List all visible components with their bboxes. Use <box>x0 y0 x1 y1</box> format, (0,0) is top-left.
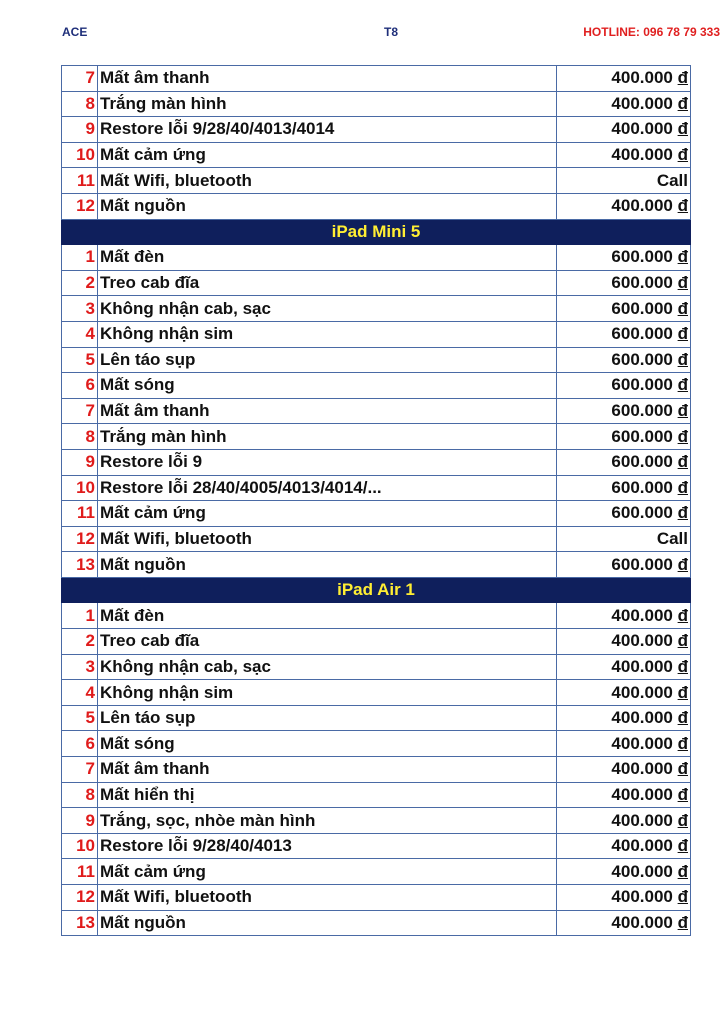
table-row <box>62 603 691 629</box>
price-cell <box>557 603 691 629</box>
price-value: 400.000 <box>611 145 678 165</box>
price-cell <box>557 321 691 347</box>
currency-symbol: đ <box>677 247 688 267</box>
service-description: Mất cảm ứng <box>98 142 557 168</box>
currency-symbol: đ <box>677 682 688 702</box>
currency-symbol: đ <box>677 375 688 395</box>
price-value: 600.000 <box>611 426 678 446</box>
service-description: Mất sóng <box>98 731 557 757</box>
service-description: Mất nguồn <box>98 910 557 936</box>
price-value: Call <box>656 170 688 190</box>
price-value: 600.000 <box>611 477 678 497</box>
row-number: 3 <box>62 296 98 322</box>
service-description: Không nhận sim <box>98 680 557 706</box>
price-value: 400.000 <box>611 605 678 625</box>
price-cell <box>557 347 691 373</box>
table-row <box>62 475 691 501</box>
row-number: 11 <box>62 859 98 885</box>
table-row <box>62 142 691 168</box>
price-value: 600.000 <box>611 273 678 293</box>
price-cell <box>557 117 691 143</box>
row-number: 9 <box>62 449 98 475</box>
price-value: 400.000 <box>611 759 678 779</box>
table-row <box>62 501 691 527</box>
row-number: 1 <box>62 603 98 629</box>
currency-symbol: đ <box>677 887 688 907</box>
page-header <box>0 25 724 41</box>
row-number: 5 <box>62 705 98 731</box>
currency-symbol: đ <box>677 503 688 523</box>
price-cell <box>557 168 691 194</box>
service-description: Lên táo sụp <box>98 705 557 731</box>
row-number: 7 <box>62 398 98 424</box>
service-description: Mất âm thanh <box>98 398 557 424</box>
service-description: Trắng màn hình <box>98 91 557 117</box>
price-value: 600.000 <box>611 503 678 523</box>
section-header <box>62 219 691 245</box>
currency-symbol: đ <box>677 119 688 139</box>
service-description: Mất Wifi, bluetooth <box>98 526 557 552</box>
row-number: 2 <box>62 629 98 655</box>
table-row <box>62 91 691 117</box>
table-row <box>62 885 691 911</box>
currency-symbol: đ <box>677 554 688 574</box>
table-row <box>62 552 691 578</box>
table-row <box>62 398 691 424</box>
row-number: 12 <box>62 526 98 552</box>
service-description: Mất nguồn <box>98 552 557 578</box>
service-description: Trắng màn hình <box>98 424 557 450</box>
price-value: 400.000 <box>611 708 678 728</box>
row-number: 12 <box>62 193 98 219</box>
currency-symbol: đ <box>677 605 688 625</box>
row-number: 10 <box>62 475 98 501</box>
currency-symbol: đ <box>677 349 688 369</box>
row-number: 7 <box>62 66 98 92</box>
currency-symbol: đ <box>677 324 688 344</box>
table-row <box>62 526 691 552</box>
row-number: 8 <box>62 782 98 808</box>
service-description: Mất cảm ứng <box>98 501 557 527</box>
price-cell <box>557 245 691 271</box>
table-row <box>62 731 691 757</box>
price-cell <box>557 142 691 168</box>
service-description: Lên táo sụp <box>98 347 557 373</box>
currency-symbol: đ <box>677 836 688 856</box>
service-description: Mất hiển thị <box>98 782 557 808</box>
price-value: 400.000 <box>611 912 678 932</box>
price-cell <box>557 91 691 117</box>
table-row <box>62 117 691 143</box>
price-cell <box>557 885 691 911</box>
price-value: 600.000 <box>611 247 678 267</box>
row-number: 13 <box>62 552 98 578</box>
price-value: 400.000 <box>611 196 678 216</box>
price-value: 400.000 <box>611 861 678 881</box>
service-description: Mất Wifi, bluetooth <box>98 168 557 194</box>
row-number: 10 <box>62 833 98 859</box>
currency-symbol: đ <box>677 298 688 318</box>
price-cell <box>557 66 691 92</box>
currency-symbol: đ <box>677 861 688 881</box>
section-title: iPad Air 1 <box>62 577 691 603</box>
price-value: 600.000 <box>611 452 678 472</box>
service-description: Mất cảm ứng <box>98 859 557 885</box>
price-cell <box>557 270 691 296</box>
header-center-label: T8 <box>384 25 399 39</box>
currency-symbol: đ <box>677 401 688 421</box>
price-cell <box>557 552 691 578</box>
price-cell <box>557 501 691 527</box>
table-row <box>62 321 691 347</box>
row-number: 4 <box>62 680 98 706</box>
service-description: Mất âm thanh <box>98 757 557 783</box>
service-description: Mất Wifi, bluetooth <box>98 885 557 911</box>
currency-symbol: đ <box>677 733 688 753</box>
price-value: 400.000 <box>611 810 678 830</box>
service-description: Không nhận sim <box>98 321 557 347</box>
price-table <box>61 65 691 936</box>
service-description: Restore lỗi 9 <box>98 449 557 475</box>
table-row <box>62 680 691 706</box>
price-cell <box>557 373 691 399</box>
table-row <box>62 808 691 834</box>
currency-symbol: đ <box>677 759 688 779</box>
price-value: 400.000 <box>611 68 678 88</box>
service-description: Mất sóng <box>98 373 557 399</box>
currency-symbol: đ <box>677 68 688 88</box>
row-number: 10 <box>62 142 98 168</box>
table-row <box>62 833 691 859</box>
price-cell <box>557 526 691 552</box>
service-description: Trắng, sọc, nhòe màn hình <box>98 808 557 834</box>
service-description: Mất đèn <box>98 603 557 629</box>
price-cell <box>557 193 691 219</box>
currency-symbol: đ <box>677 273 688 293</box>
table-row <box>62 449 691 475</box>
currency-symbol: đ <box>677 452 688 472</box>
price-value: 400.000 <box>611 656 678 676</box>
table-row <box>62 910 691 936</box>
service-description: Mất đèn <box>98 245 557 271</box>
currency-symbol: đ <box>677 631 688 651</box>
row-number: 9 <box>62 808 98 834</box>
currency-symbol: đ <box>677 426 688 446</box>
service-description: Restore lỗi 28/40/4005/4013/4014/... <box>98 475 557 501</box>
price-cell <box>557 296 691 322</box>
price-value: 400.000 <box>611 93 678 113</box>
table-row <box>62 757 691 783</box>
price-cell <box>557 398 691 424</box>
price-cell <box>557 449 691 475</box>
price-value: 400.000 <box>611 887 678 907</box>
row-number: 9 <box>62 117 98 143</box>
header-left-label: ACE <box>62 25 88 39</box>
price-value: 600.000 <box>611 375 678 395</box>
row-number: 4 <box>62 321 98 347</box>
price-cell <box>557 757 691 783</box>
price-cell <box>557 705 691 731</box>
price-cell <box>557 654 691 680</box>
table-row <box>62 705 691 731</box>
row-number: 11 <box>62 168 98 194</box>
price-value: 600.000 <box>611 349 678 369</box>
row-number: 1 <box>62 245 98 271</box>
price-value: 600.000 <box>611 324 678 344</box>
price-value: 400.000 <box>611 836 678 856</box>
table-row <box>62 424 691 450</box>
row-number: 6 <box>62 731 98 757</box>
currency-symbol: đ <box>677 145 688 165</box>
price-cell <box>557 859 691 885</box>
table-row <box>62 66 691 92</box>
row-number: 12 <box>62 885 98 911</box>
price-cell <box>557 424 691 450</box>
currency-symbol: đ <box>677 810 688 830</box>
service-description: Mất nguồn <box>98 193 557 219</box>
currency-symbol: đ <box>677 93 688 113</box>
price-cell <box>557 808 691 834</box>
table-row <box>62 629 691 655</box>
currency-symbol: đ <box>677 784 688 804</box>
table-row <box>62 782 691 808</box>
table-row <box>62 654 691 680</box>
currency-symbol: đ <box>677 656 688 676</box>
price-value: 600.000 <box>611 298 678 318</box>
table-row <box>62 168 691 194</box>
table-row <box>62 296 691 322</box>
price-value: 600.000 <box>611 401 678 421</box>
hotline-label: HOTLINE: 096 78 79 333 <box>583 25 720 39</box>
table-row <box>62 373 691 399</box>
service-description: Treo cab đĩa <box>98 270 557 296</box>
currency-symbol: đ <box>677 708 688 728</box>
row-number: 3 <box>62 654 98 680</box>
price-cell <box>557 475 691 501</box>
table-row <box>62 859 691 885</box>
price-value: 600.000 <box>611 554 678 574</box>
row-number: 6 <box>62 373 98 399</box>
price-value: 400.000 <box>611 733 678 753</box>
price-value: 400.000 <box>611 784 678 804</box>
row-number: 13 <box>62 910 98 936</box>
section-header <box>62 577 691 603</box>
service-description: Restore lỗi 9/28/40/4013/4014 <box>98 117 557 143</box>
price-cell <box>557 680 691 706</box>
price-cell <box>557 833 691 859</box>
price-value: 400.000 <box>611 119 678 139</box>
price-cell <box>557 910 691 936</box>
service-description: Restore lỗi 9/28/40/4013 <box>98 833 557 859</box>
price-cell <box>557 629 691 655</box>
table-row <box>62 270 691 296</box>
currency-symbol: đ <box>677 912 688 932</box>
table-row <box>62 193 691 219</box>
row-number: 5 <box>62 347 98 373</box>
price-value: Call <box>656 528 688 548</box>
service-description: Không nhận cab, sạc <box>98 296 557 322</box>
row-number: 11 <box>62 501 98 527</box>
price-value: 400.000 <box>611 631 678 651</box>
row-number: 7 <box>62 757 98 783</box>
table-row <box>62 245 691 271</box>
service-description: Treo cab đĩa <box>98 629 557 655</box>
section-title: iPad Mini 5 <box>62 219 691 245</box>
price-cell <box>557 782 691 808</box>
table-row <box>62 347 691 373</box>
price-cell <box>557 731 691 757</box>
row-number: 8 <box>62 424 98 450</box>
price-value: 400.000 <box>611 682 678 702</box>
currency-symbol: đ <box>677 477 688 497</box>
service-description: Mất âm thanh <box>98 66 557 92</box>
price-table-body <box>62 66 691 936</box>
service-description: Không nhận cab, sạc <box>98 654 557 680</box>
currency-symbol: đ <box>677 196 688 216</box>
row-number: 2 <box>62 270 98 296</box>
row-number: 8 <box>62 91 98 117</box>
